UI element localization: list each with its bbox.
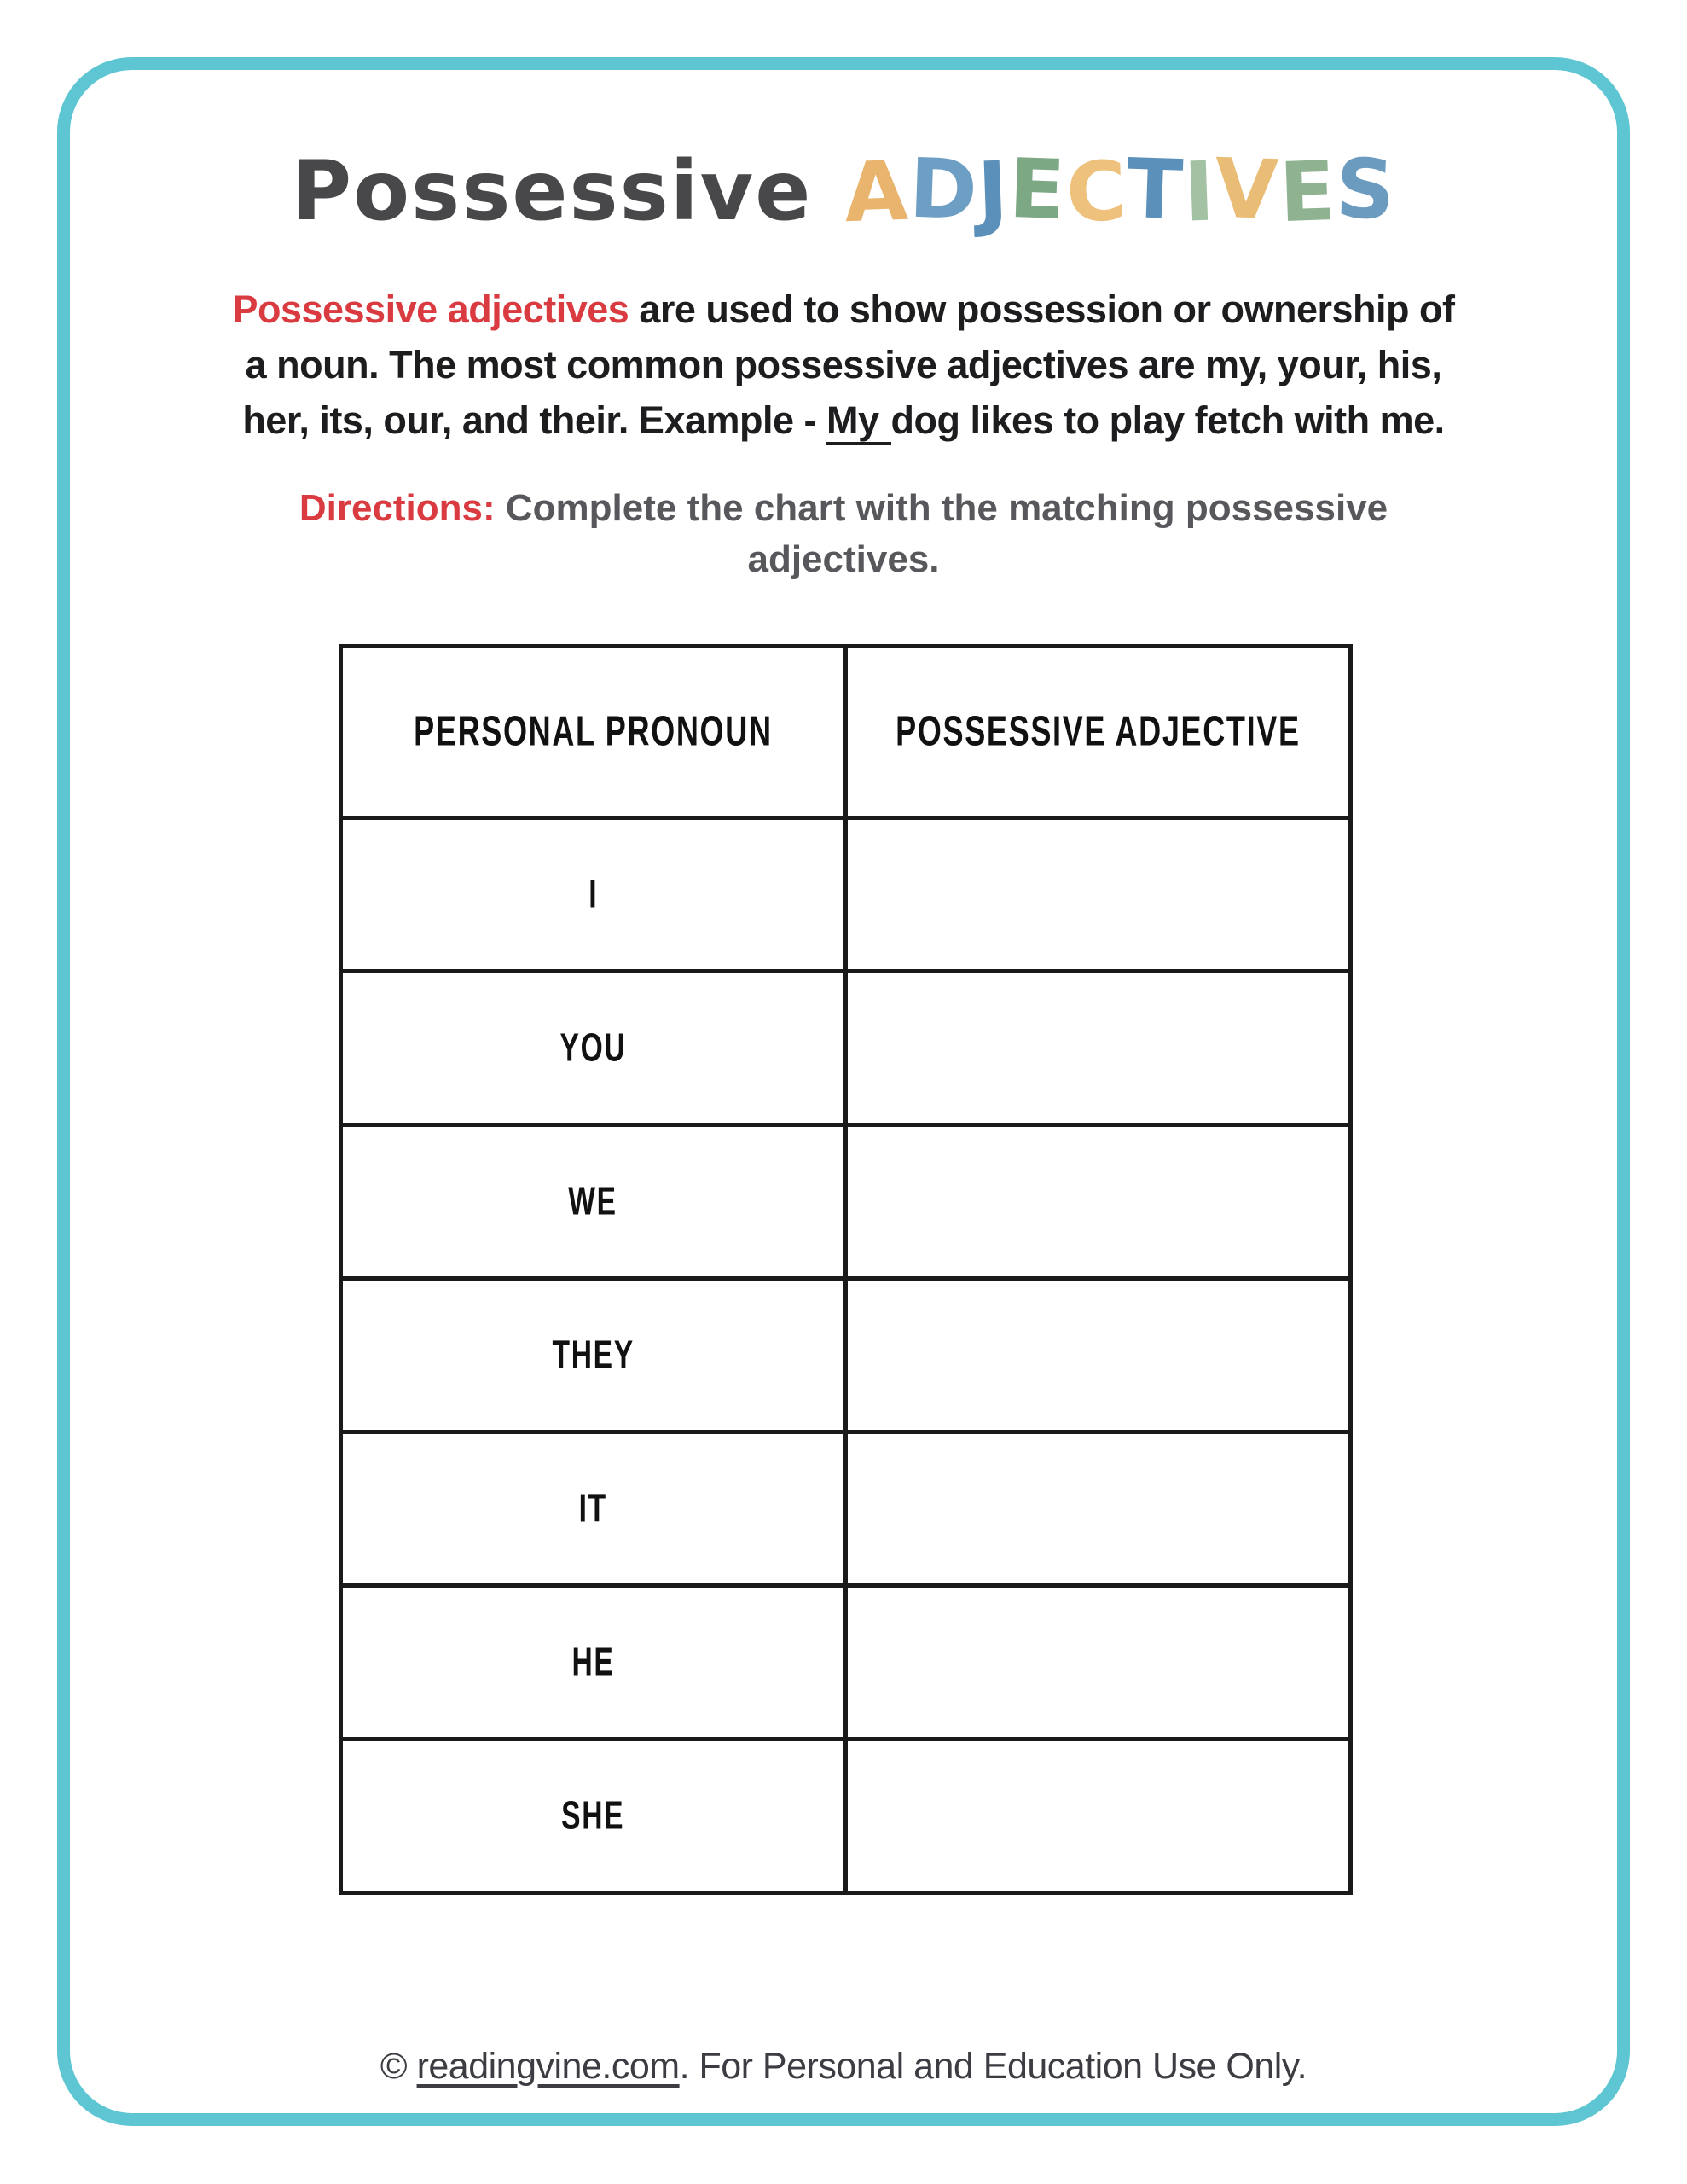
pronoun-cell [341,818,846,972]
pronoun-label: WE [568,1179,618,1223]
title-letter: C [1064,142,1129,241]
title-letter: E [1007,140,1068,239]
intro-paragraph [0,282,1687,448]
table-row [341,1586,1351,1740]
pronoun-cell [341,1125,846,1279]
pronoun-label: HE [571,1640,615,1684]
pronoun-cell [341,1740,846,1893]
answer-cell [846,1432,1351,1586]
directions [0,483,1687,585]
title-letter: V [1213,140,1281,239]
intro-line3-pre: her, its, our, and their. Example - [242,398,827,442]
intro-highlight: Possessive adjectives [232,288,629,331]
header-personal-pronoun [341,647,846,818]
footer-copyright: © [380,2046,417,2087]
intro-underlined-word: My [826,398,891,445]
footer-suffix: . For Personal and Education Use Only. [679,2046,1307,2087]
pronoun-cell [341,1279,846,1432]
title-letter: I [1181,143,1217,241]
directions-line1: Complete the chart with the matching possessive [495,487,1388,529]
intro-line3-post: dog likes to play fetch with me. [890,398,1445,442]
pronoun-cell [341,1432,846,1586]
pronoun-label: SHE [561,1793,625,1838]
answer-cell [846,1740,1351,1893]
table-row [341,1740,1351,1893]
page-title [0,140,1687,241]
header-possessive-adjective [846,647,1351,818]
directions-line2: adjectives. [747,538,940,580]
title-word-adjectives [843,140,1398,241]
answer-cell [846,972,1351,1125]
pronoun-cell [341,1586,846,1740]
table-row [341,972,1351,1125]
table-row [341,1432,1351,1586]
title-letter: E [1277,142,1338,241]
answer-cell [846,1279,1351,1432]
intro-line2: a noun. The most common possessive adjectives are my, your, his, [245,343,1442,386]
answer-cell [846,818,1351,972]
directions-label: Directions: [299,487,496,529]
answer-cell [846,1586,1351,1740]
footer [0,2046,1687,2088]
title-letter: A [843,142,911,241]
title-letter: J [976,143,1011,241]
title-word-possessive: Possessive [291,143,813,239]
pronoun-label: I [588,872,598,916]
answer-cell [846,1125,1351,1279]
table-header-row [341,647,1351,818]
pronoun-label: YOU [559,1025,627,1070]
pronoun-cell [341,972,846,1125]
table-row [341,1125,1351,1279]
pronoun-table [339,644,1353,1895]
intro-line1-rest: are used to show possession or ownership of [629,288,1455,331]
readingvine-link[interactable]: readingvine.com [416,2046,680,2087]
title-letter: T [1125,140,1186,239]
header-possessive-adjective-label: POSSESSIVE ADJECTIVE [896,708,1301,755]
header-personal-pronoun-label: PERSONAL PRONOUN [414,708,773,755]
title-letter: S [1334,140,1398,239]
pronoun-label: THEY [552,1333,635,1377]
table-row [341,818,1351,972]
title-letter: D [907,140,980,239]
table-row [341,1279,1351,1432]
pronoun-label: IT [578,1486,608,1531]
pronoun-table-body [341,818,1351,1893]
